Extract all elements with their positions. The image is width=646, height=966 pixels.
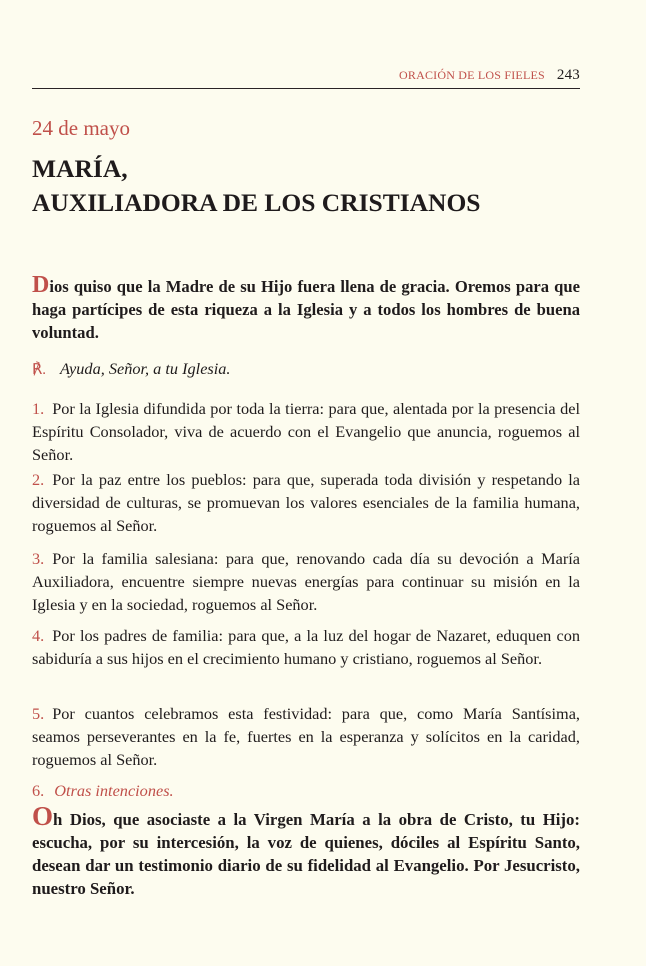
petition-text: Por la paz entre los pueblos: para que, superada toda división y respetando la diversidad de culturas, se promuevan los valores esenciales de la familia humana, roguemos al Señor. bbox=[32, 470, 580, 536]
petition-number: 6. bbox=[32, 781, 45, 800]
response-text: Ayuda, Señor, a tu Iglesia. bbox=[60, 359, 231, 378]
petition-number: 3. bbox=[32, 549, 45, 568]
petition-text: Por cuantos celebramos esta festividad: para que, como María Santísima, seamos perseverantes en la fe, fuertes en la esperanza y solícitos en la caridad, roguemos al Señor. bbox=[32, 704, 580, 770]
petition-3 bbox=[32, 547, 580, 617]
petition-text: Por la familia salesiana: para que, renovando cada día su devoción a María Auxiliadora, encuentre siempre nuevas energías para continuar su misión en la Iglesia y en la sociedad, roguemos al Señor. bbox=[32, 549, 580, 615]
feast-title bbox=[32, 152, 480, 220]
intro-text: ios quiso que la Madre de su Hijo fuera llena de gracia. Oremos para que haga partícipes de esta riqueza a la Iglesia y a todos los hombres de buena voluntad. bbox=[32, 277, 580, 343]
title-line-2: AUXILIADORA DE LOS CRISTIANOS bbox=[32, 188, 481, 217]
petition-number: 5. bbox=[32, 704, 45, 723]
intro-initial: D bbox=[32, 272, 50, 298]
petition-text: Otras intenciones. bbox=[54, 781, 174, 800]
petition-number: 4. bbox=[32, 626, 45, 645]
petition-text: Por la Iglesia difundida por toda la tierra: para que, alentada por la presencia del Espíritu Consolador, viva de acuerdo con el Evangelio que anuncia, roguemos al Señor. bbox=[32, 399, 580, 465]
petition-2 bbox=[32, 468, 580, 538]
introduction bbox=[32, 273, 580, 345]
header-rule bbox=[32, 88, 580, 89]
page-number: 243 bbox=[556, 67, 580, 83]
feast-date: 24 de mayo bbox=[32, 116, 130, 140]
closing-initial: O bbox=[32, 801, 54, 831]
title-line-1: MARÍA, bbox=[32, 154, 128, 183]
petition-number: 1. bbox=[32, 399, 45, 418]
petition-4 bbox=[32, 624, 580, 670]
petition-5 bbox=[32, 702, 580, 772]
running-header bbox=[32, 67, 580, 84]
petition-number: 2. bbox=[32, 470, 45, 489]
closing-prayer bbox=[32, 803, 580, 900]
response-symbol: ℟. bbox=[32, 362, 47, 378]
petition-text: Por los padres de familia: para que, a la luz del hogar de Nazaret, eduquen con sabiduría a sus hijos en el crecimiento humano y cristiano, roguemos al Señor. bbox=[32, 626, 580, 669]
response bbox=[32, 357, 580, 382]
closing-text: h Dios, que asociaste a la Virgen María a la obra de Cristo, tu Hijo: escucha, por su intercesión, la voz de quienes, dóciles al Espíritu Santo, desean dar un testimonio diario de su fidelidad al Evangelio. Por Jesucristo, nuestro Señor. bbox=[32, 810, 580, 898]
petition-6 bbox=[32, 779, 580, 802]
petition-1 bbox=[32, 397, 580, 467]
running-title: ORACIÓN DE LOS FIELES bbox=[399, 68, 545, 82]
